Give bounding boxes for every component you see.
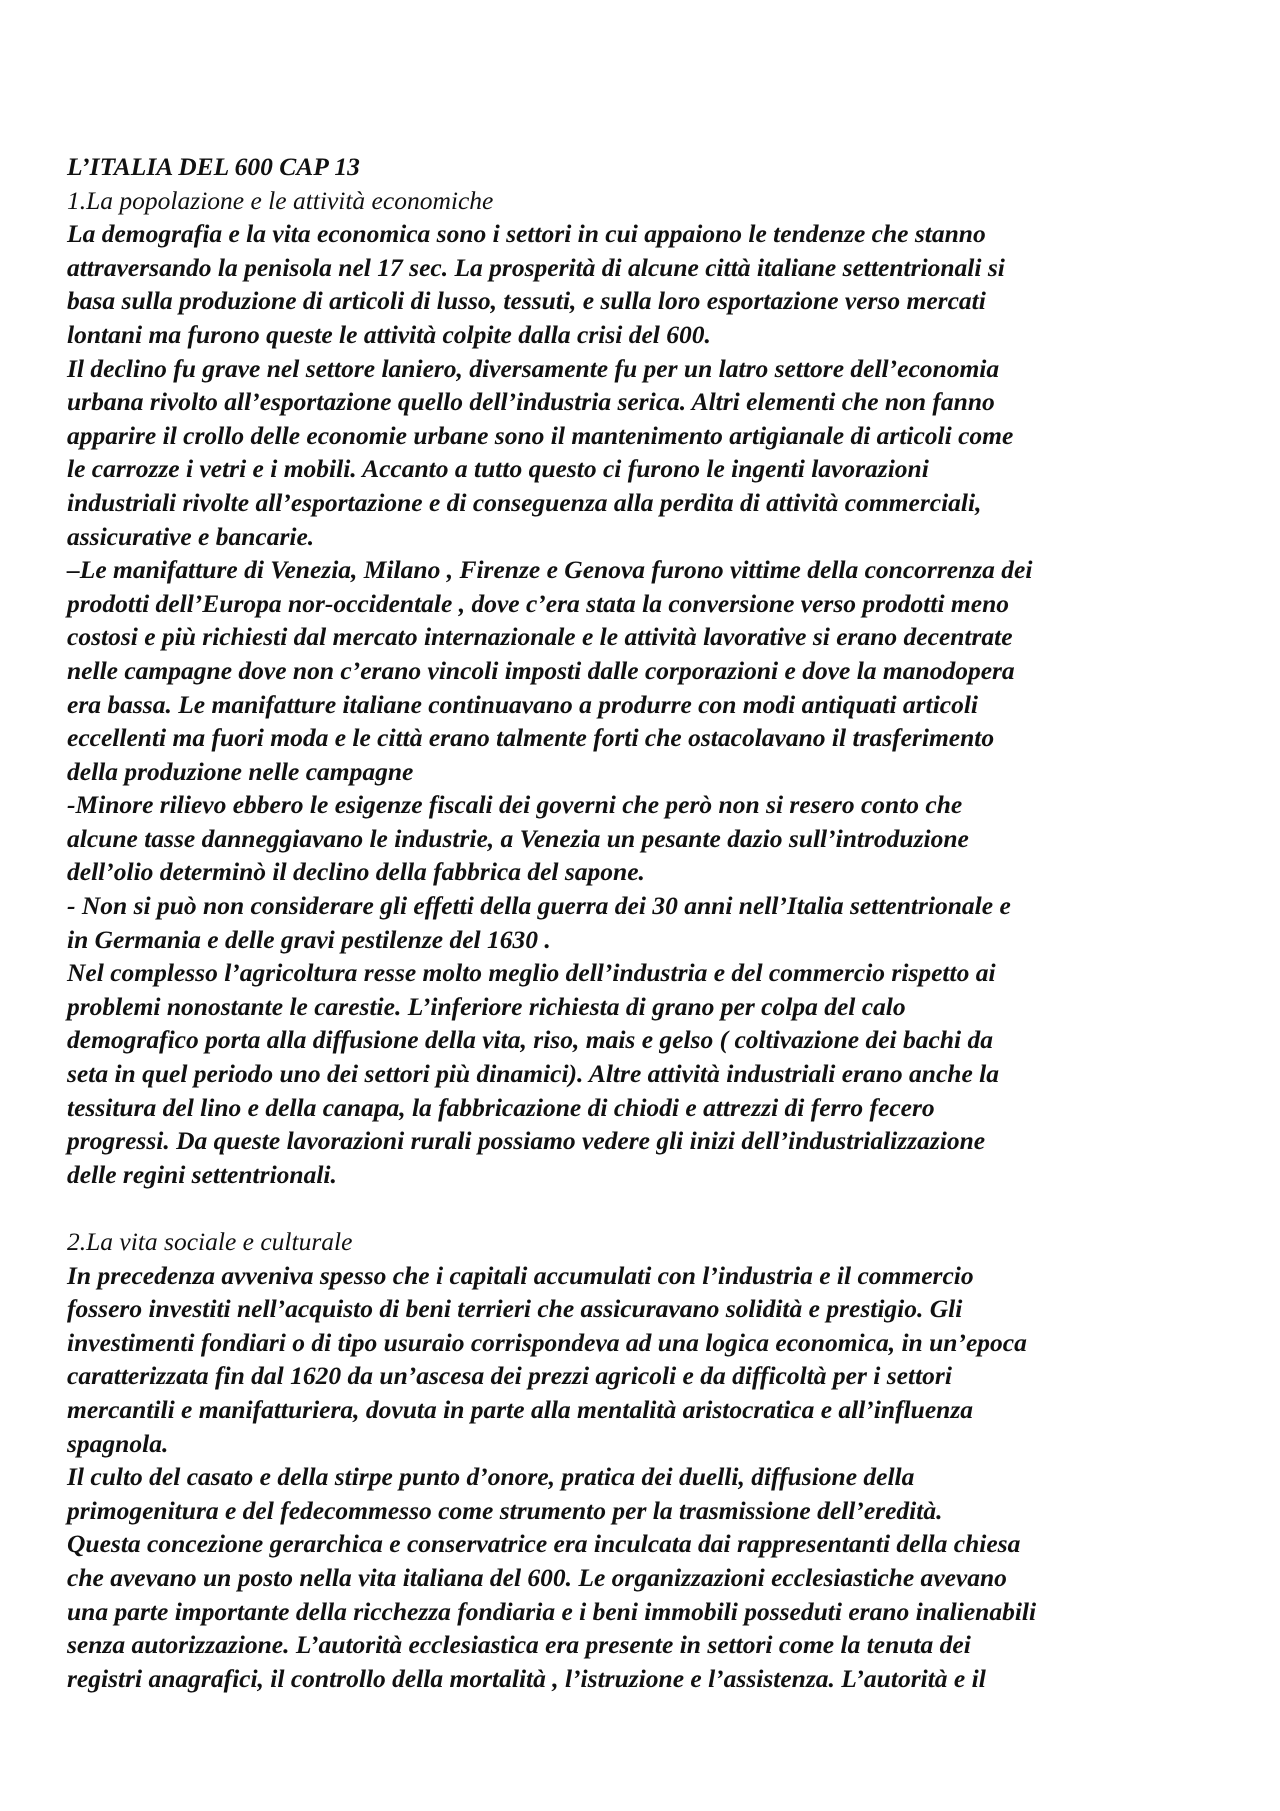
text-line: una parte importante della ricchezza fondiaria e i beni immobili posseduti erano inalienabili [67,1596,1037,1626]
text-line: primogenitura e del fedecommesso come strumento per la trasmissione dell’eredità. [67,1495,943,1525]
text-line: costosi e più richiesti dal mercato internazionale e le attività lavorative si erano decentrate [67,622,1013,652]
text-line: problemi nonostante le carestie. L’inferiore richiesta di grano per colpa del calo [67,991,906,1021]
text-line: che avevano un posto nella vita italiana del 600. Le organizzazioni ecclesiastiche avevano [67,1562,1007,1592]
text-line: nelle campagne dove non c’erano vincoli imposti dalle corporazioni e dove la manodopera [67,655,1015,685]
text-line: tessitura del lino e della canapa, la fabbricazione di chiodi e attrezzi di ferro fecero [67,1092,935,1122]
document-title: L’ITALIA DEL 600 CAP 13 [67,152,360,181]
text-line: registri anagrafici, il controllo della mortalità , l’istruzione e l’assistenza. L’autorità e il [67,1663,986,1693]
text-line: Nel complesso l’agricoltura resse molto meglio dell’industria e del commercio rispetto ai [67,958,996,988]
text-line: demografico porta alla diffusione della vita, riso, mais e gelso ( coltivazione dei bachi da [67,1025,993,1055]
text-line: prodotti dell’Europa nor-occidentale , dove c’era stata la conversione verso prodotti meno [67,588,1010,618]
text-line: seta in quel periodo uno dei settori più dinamici). Altre attività industriali erano anche la [67,1059,1000,1089]
paragraph [67,553,1227,788]
section-gap [67,1191,1227,1225]
text-line: Il declino fu grave nel settore laniero, diversamente fu per un latro settore dell’economia [67,353,1000,383]
text-line: - Non si può non considerare gli effetti della guerra dei 30 anni nell’Italia settentrionale e [67,891,1011,921]
text-line: caratterizzata fin dal 1620 da un’ascesa dei prezzi agricoli e da difficoltà per i settori [67,1361,952,1391]
section-heading: 2.La vita sociale e culturale [67,1227,353,1256]
text-line: In precedenza avveniva spesso che i capitali accumulati con l’industria e il commercio [67,1260,974,1290]
text-line: –Le manifatture di Venezia, Milano , Firenze e Genova furono vittime della concorrenza dei [67,555,1033,585]
text-line: era bassa. Le manifatture italiane continuavano a produrre con modi antiquati articoli [67,689,979,719]
text-line: lontani ma furono queste le attività colpite dalla crisi del 600. [67,319,711,349]
text-line: in Germania e delle gravi pestilenze del 1630 . [67,924,551,954]
text-line: Il culto del casato e della stirpe punto d’onore, pratica dei duelli, diffusione della [67,1462,915,1492]
text-line: mercantili e manifatturiera, dovuta in parte alla mentalità aristocratica e all’influenza [67,1394,973,1424]
text-line: basa sulla produzione di articoli di lusso, tessuti, e sulla loro esportazione verso mercati [67,286,986,316]
text-line: spagnola. [67,1428,169,1458]
paragraph [67,956,1227,1191]
text-line: investimenti fondiari o di tipo usuraio corrispondeva ad una logica economica, in un’epoca [67,1327,1027,1357]
text-line: progressi. Da queste lavorazioni rurali possiamo vedere gli inizi dell’industrializzazione [67,1126,986,1156]
document-body [67,150,1227,1695]
text-line: Questa concezione gerarchica e conservatrice era inculcata dai rappresentanti della chiesa [67,1529,1021,1559]
section-heading: 1.La popolazione e le attività economiche [67,185,494,215]
text-line: delle regini settentrionali. [67,1159,337,1189]
text-line: le carrozze i vetri e i mobili. Accanto a tutto questo ci furono le ingenti lavorazioni [67,454,929,484]
text-line: fossero investiti nell’acquisto di beni terrieri che assicuravano solidità e prestigio. Gli [67,1294,963,1324]
paragraph [67,788,1227,889]
paragraph [67,889,1227,956]
text-line: apparire il crollo delle economie urbane sono il mantenimento artigianale di articoli come [67,420,1014,450]
text-line: -Minore rilievo ebbero le esigenze fiscali dei governi che però non si resero conto che [67,790,963,820]
text-line: senza autorizzazione. L’autorità ecclesiastica era presente in settori come la tenuta dei [67,1630,971,1660]
text-line: attraversando la penisola nel 17 sec. La prosperità di alcune città italiane settentrionali si [67,252,1005,282]
paragraph [67,1527,1227,1695]
paragraph [67,352,1227,554]
text-line: alcune tasse danneggiavano le industrie, a Venezia un pesante dazio sull’introduzione [67,823,969,853]
text-line: industriali rivolte all’esportazione e di conseguenza alla perdita di attività commerciali, [67,487,982,517]
text-line: urbana rivolto all’esportazione quello dell’industria serica. Altri elementi che non fanno [67,387,995,417]
text-line: eccellenti ma fuori moda e le città erano talmente forti che ostacolavano il trasferimento [67,723,995,753]
paragraph [67,1460,1227,1527]
paragraph [67,1259,1227,1461]
text-line: della produzione nelle campagne [67,756,414,786]
text-line: La demografia e la vita economica sono i settori in cui appaiono le tendenze che stanno [67,219,986,249]
section-2-body [67,1259,1227,1696]
paragraph [67,217,1227,351]
text-line: assicurative e bancarie. [67,521,315,551]
section-1-body [67,217,1227,1191]
text-line: dell’olio determinò il declino della fabbrica del sapone. [67,857,645,887]
